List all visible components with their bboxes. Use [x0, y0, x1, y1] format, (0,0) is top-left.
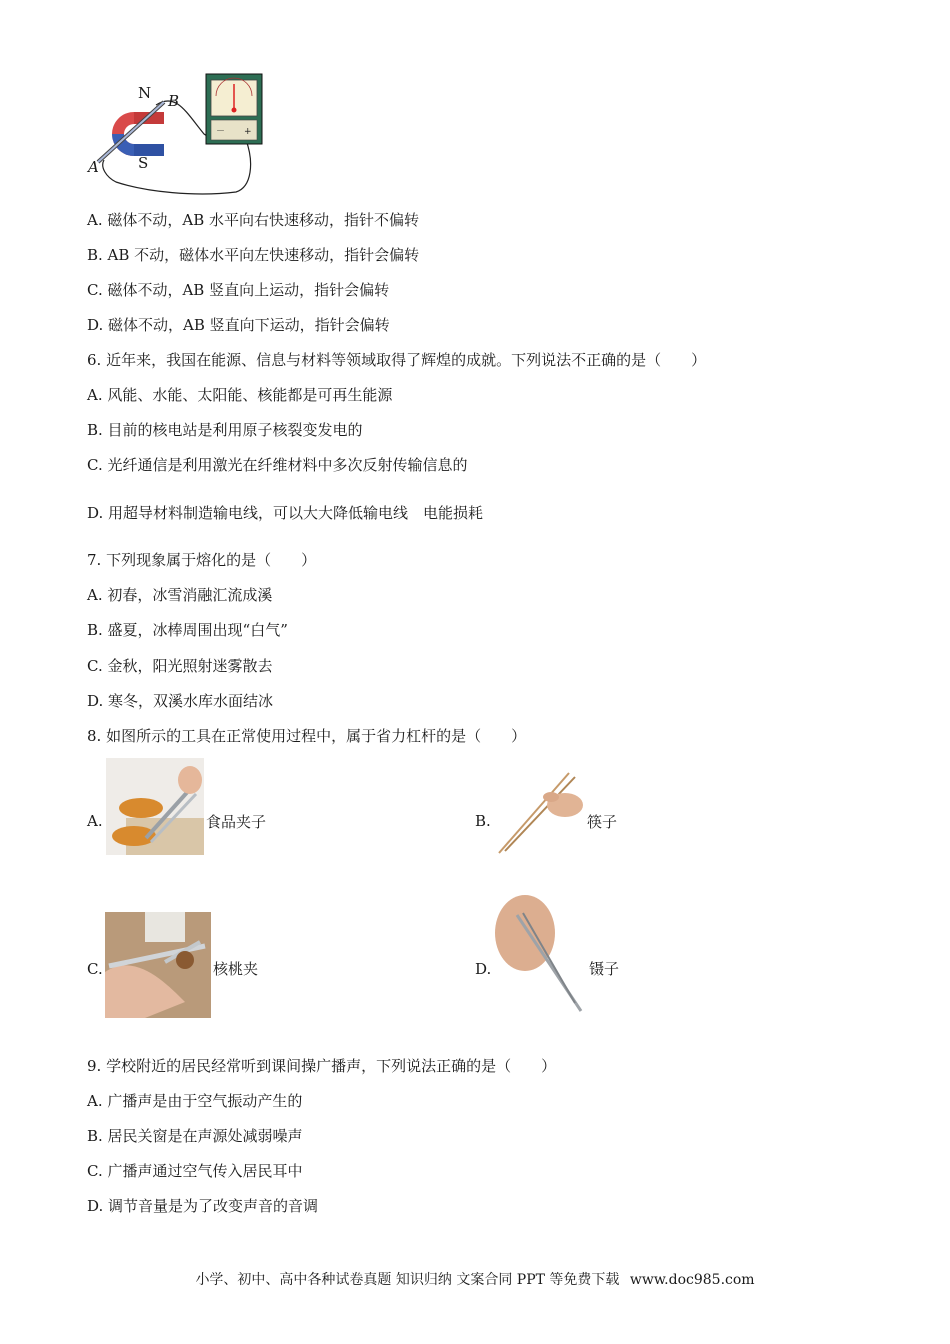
tweezers-image [495, 893, 584, 1013]
q5-option-c: C. 磁体不动，AB 竖直向上运动，指针会偏转 [87, 281, 390, 299]
footer-url-link[interactable]: www.doc985.com [629, 1272, 755, 1288]
q8-option-d-caption: 镊子 [589, 960, 620, 978]
q7-option-a: A. 初春，冰雪消融汇流成溪 [87, 586, 273, 604]
q7-option-c: C. 金秋，阳光照射迷雾散去 [87, 657, 273, 675]
q7-stem: 7. 下列现象属于熔化的是（ ） [87, 551, 317, 569]
food-tongs-image [106, 758, 204, 855]
q6-option-d: D. 用超导材料制造输电线，可以大大降低输电线 电能损耗 [87, 504, 484, 522]
q5-option-b: B. AB 不动，磁体水平向左快速移动，指针会偏转 [87, 246, 420, 264]
q5-option-d: D. 磁体不动，AB 竖直向下运动，指针会偏转 [87, 316, 390, 334]
q9-option-c: C. 广播声通过空气传入居民耳中 [87, 1162, 303, 1180]
chopsticks-image [495, 767, 585, 855]
q9-option-b: B. 居民关窗是在声源处减弱噪声 [87, 1127, 303, 1145]
label-b: B [168, 92, 180, 110]
page-footer [0, 1270, 950, 1290]
q9-option-d: D. 调节音量是为了改变声音的音调 [87, 1197, 319, 1215]
q8-stem: 8. 如图所示的工具在正常使用过程中，属于省力杠杆的是（ ） [87, 727, 527, 745]
q7-option-d: D. 寒冬，双溪水库水面结冰 [87, 692, 274, 710]
q6-stem: 6. 近年来，我国在能源、信息与材料等领域取得了辉煌的成就。下列说法不正确的是（ ） [87, 351, 707, 369]
svg-text:－: － [216, 127, 226, 137]
electromagnetic-induction-figure [86, 72, 266, 197]
q8-option-c-letter: C. [87, 960, 103, 978]
label-s: S [138, 154, 149, 172]
q8-option-c-caption: 核桃夹 [213, 960, 259, 978]
q9-option-a: A. 广播声是由于空气振动产生的 [87, 1092, 303, 1110]
q5-option-a: A. 磁体不动，AB 水平向右快速移动，指针不偏转 [87, 211, 419, 229]
q7-option-b: B. 盛夏，冰棒周围出现“白气” [87, 621, 288, 639]
footer-text: 小学、初中、高中各种试卷真题 知识归纳 文案合同 PPT 等免费下载 [195, 1272, 620, 1288]
q6-option-b: B. 目前的核电站是利用原子核裂变发电的 [87, 421, 363, 439]
q9-stem: 9. 学校附近的居民经常听到课间操广播声，下列说法正确的是（ ） [87, 1057, 557, 1075]
q8-option-d-letter: D. [475, 960, 492, 978]
q6-option-a: A. 风能、水能、太阳能、核能都是可再生能源 [87, 386, 393, 404]
q6-option-c: C. 光纤通信是利用激光在纤维材料中多次反射传输信息的 [87, 456, 468, 474]
q8-option-a-letter: A. [87, 812, 103, 830]
svg-text:+: + [244, 127, 252, 137]
q8-option-a-caption: 食品夹子 [206, 813, 267, 831]
label-a: A [88, 158, 99, 176]
label-n: N [138, 84, 152, 102]
nutcracker-image [105, 912, 211, 1018]
q8-option-b-caption: 筷子 [587, 813, 618, 831]
q8-option-b-letter: B. [475, 812, 491, 830]
